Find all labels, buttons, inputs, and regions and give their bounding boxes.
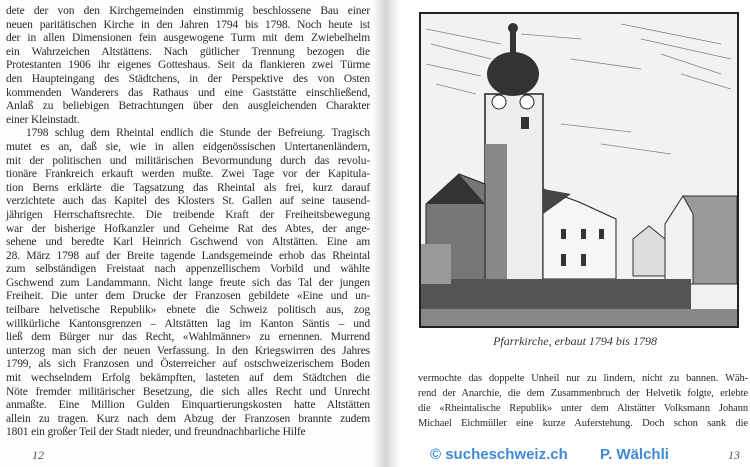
left-page [0,0,372,467]
text-line: tion Berns erklärte die Tagsatzung das Rheintal als frei, kurz darauf [6,181,370,194]
text-line: kommenden Wanderers das Rathaus und eine Gaststätte einschließend, [6,86,370,99]
text-line: teilbare helvetische Republik» ebnete die Schweiz politisch aus, zog [6,304,370,317]
text-line: Anlaß zu beliebigen Betrachtungen über den ausgleichenden Charakter [6,100,370,113]
text-line: neuen paritätischen Kirche in den Jahren 1794 bis 1798. Noch heute ist [6,18,370,31]
text-line: anmaßte. Eine Million Gulden Einquartierungskosten hatte Altstätten [6,399,370,412]
text-line: 28. März 1798 auf der Breite tagende Landsgemeinde erhob das Rheintal [6,249,370,262]
text-line: unterzog man sich der neuen Verfassung. In den Kriegswirren des Jahres [6,344,370,357]
right-page-text [418,371,748,431]
text-line: rend der Anarchie, die dem Zusammenbruch der Helvetik folgte, erlebte [418,388,748,399]
text-line: jährigen Herrschaftsrechte. Die treibende Kraft der Freiheitsbewegung [6,208,370,221]
text-line: Nöte fremder militärischer Besetzung, die sich alles Recht und Unrecht [6,385,370,398]
text-line: dete der von den Kirchgemeinden einstimmig beschlossene Bau einer [6,5,370,17]
text-line: mit wechselndem Erfolg bekämpften, lasteten auf dem Städtchen die [6,372,370,385]
text-line: Freiheit. Die unter dem Drucke der Franzosen gebildete «Eine und un- [6,290,370,303]
page-number-left: 12 [32,448,44,462]
watermark-author: P. Wälchli [600,446,669,463]
text-line: 1801 ein großer Teil der Stadt nieder, und freundnachbarliche Hilfe [6,426,306,439]
text-line: ein Wahrzeichen Altstättens. Nach gütlicher Trennung bezogen die [6,45,370,58]
text-line: allein zu tragen. Kurz nach dem Abzug der Franzosen brannte zudem [6,412,370,425]
text-line: Gschwend zum Landammann. Nicht lange freute sich das Tal der jungen [6,276,370,289]
text-line: willkürliche Kantonsgrenzen – Altstätten lag im Kanton Säntis – und [6,317,370,330]
church-drawing [421,14,737,326]
illustration-caption: Pfarrkirche, erbaut 1794 bis 1798 [493,334,657,348]
text-line: zum selbständigen Freistaat nach appenzellischem Vorbild und wählte [6,263,370,276]
text-line: mit der politischen und militärischen Bevormundung durch das revolu- [6,154,370,167]
text-line: Protestanten 1906 ihr eigenes Gotteshaus. Seit da flankieren zwei Türme [6,59,370,72]
text-line: einer Kleinstadt. [6,113,80,126]
left-page-text [6,5,370,440]
text-line: der in allen Dimensionen fein ausgewogene Turm mit dem Zwiebelhelm [6,32,370,45]
text-line: Michael Eichmüller eine kurze Auferstehung. Doch schon sank die [418,418,748,429]
text-line: 1798 schlug dem Rheintal endlich die Stunde der Befreiung. Tragisch [26,127,370,140]
right-page [400,0,750,467]
church-illustration [419,12,739,328]
text-line: mutet es an, daß sie, wie in allen eidgenössischen Untertanenländern, [6,140,370,153]
text-line: tionäre Frankreich erkauft werden mußte. Zwei Tage vor der Kapitula- [6,168,370,181]
text-line: verzichtete auch das Kapitel des Klosters St. Gallen auf seine tausend- [6,195,370,208]
page-number-right: 13 [728,448,740,462]
text-line: sehene und beredte Karl Heinrich Gschwend von Altstätten. Eine am [6,236,370,249]
watermark-site: © sucheschweiz.ch [430,446,568,463]
text-line: ließ dem Bürger nur das Recht, «Wahlmänner» zu ernennen. Murrend [6,331,370,344]
text-line: den Haupteingang des Städtchens, in der Perspektive des von Osten [6,72,370,85]
text-line: vermochte das doppelte Unheil nur zu lindern, nicht zu bannen. Wäh- [418,373,748,384]
text-line: 1799, als sich Franzosen und Österreicher auf ostschweizerischem Boden [6,358,370,371]
text-line: war der bisherige Hofkanzler und Geheime Rat des Abtes, der ange- [6,222,370,235]
text-line: die «Rheintalische Republik» unter dem Altstätter Volksmann Johann [418,403,748,414]
book-gutter [372,0,400,467]
